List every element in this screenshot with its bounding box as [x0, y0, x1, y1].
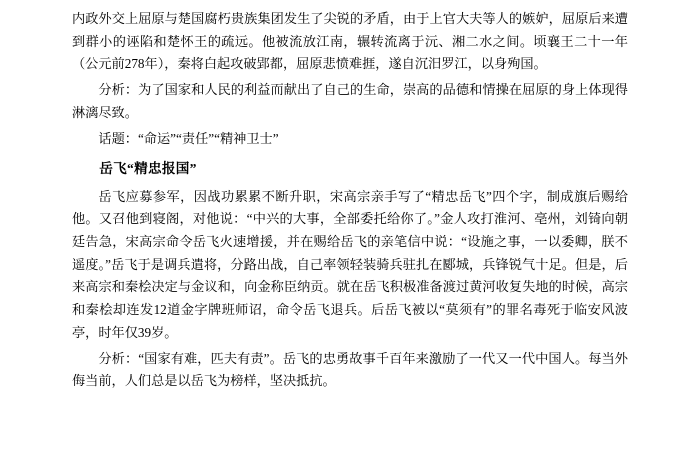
paragraph-yue-fei-analysis: 分析：“国家有难，匹夫有责”。岳飞的忠勇故事千百年来激励了一代又一代中国人。每当外侮当前，人们总是以岳飞为榜样，坚决抵抗。 — [72, 350, 628, 389]
paragraph-yue-fei-story: 岳飞应募参军，因战功累累不断升职，宋高宗亲手写了“精忠岳飞”四个字，制成旗后赐给他。又召他到寝阁，对他说：“中兴的大事，全部委托给你了。”金人攻打淮河、亳州，刘锜向朝廷告急，宋高宗命令岳飞火速增援，并在赐给岳飞的亲笔信中说：“设施之事，一以委卿，朕不遥度。”岳飞于是调兵遣将，分路出战，自己率领轻装骑兵驻扎在郾城，兵锋锐气十足。但是，后来高宗和秦桧决定与金议和，向金称臣纳贡。就在岳飞积极准备渡过黄河收复失地的时候，高宗和秦桧却连发12道金字牌班师诏，命令岳飞退兵。后岳飞被以“莫须有”的罪名毒死于临安风波亭，时年仅39岁。 — [72, 188, 628, 340]
paragraph-qu-yuan-topics: 话题：“命运”“责任”“精神卫士” — [98, 130, 279, 146]
paragraph-qu-yuan-analysis: 分析：为了国家和人民的利益而献出了自己的生命，崇高的品德和情操在屈原的身上体现得淋漓尽致。 — [72, 82, 628, 120]
heading-yue-fei: 岳飞“精忠报国” — [99, 161, 197, 177]
document-body — [72, 8, 628, 393]
paragraph-qu-yuan-story: 内政外交上屈原与楚国腐朽贵族集团发生了尖锐的矛盾，由于上官大夫等人的嫉妒，屈原后来遭到群小的诬陷和楚怀王的疏远。他被流放江南，辗转流离于沅、湘二水之间。顷襄王二十一年（公元前278年），秦将白起攻破郢都，屈原悲愤难捱，遂自沉汨罗江，以身殉国。 — [72, 11, 628, 72]
